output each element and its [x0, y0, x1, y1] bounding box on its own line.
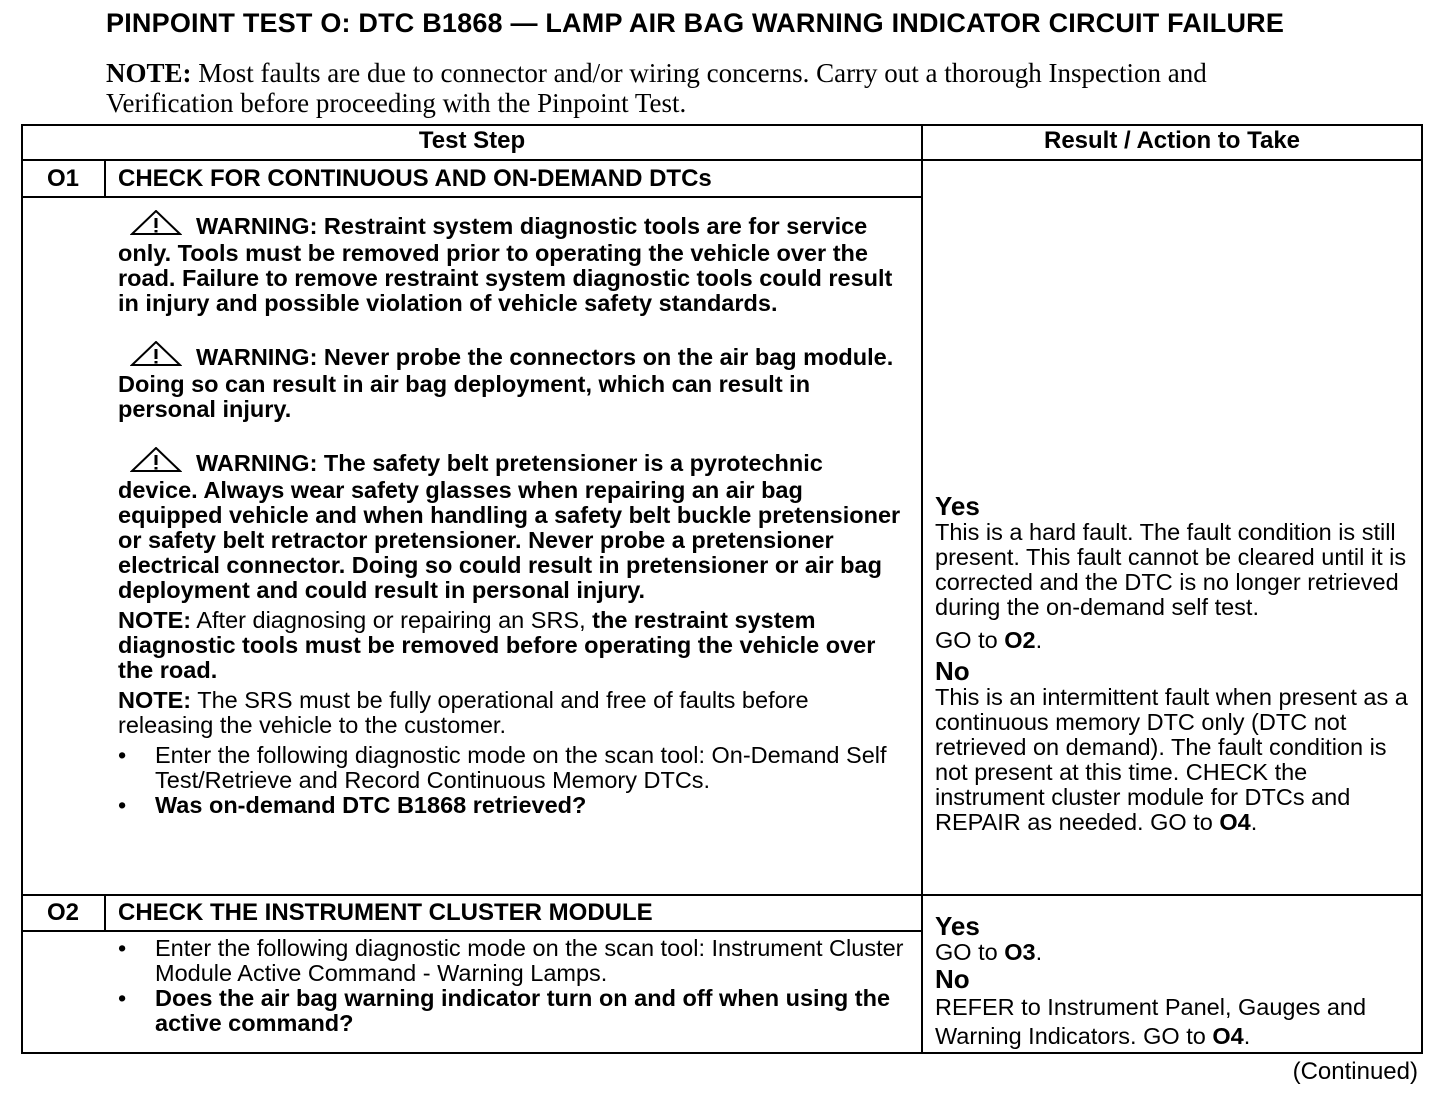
intro-note — [106, 58, 1256, 118]
go-to-target: O3 — [1004, 939, 1036, 965]
bullet-item — [118, 793, 908, 818]
note-label: NOTE: — [118, 607, 192, 633]
bullet-marker: • — [118, 742, 127, 768]
note-label: NOTE: — [118, 687, 192, 713]
warning-2-text: WARNING: Never probe the connectors on the air bag module. Doing so can result in air bag deployment, which can result in personal injury. — [118, 344, 894, 422]
bullet-item — [118, 936, 908, 986]
bullet-question: Was on-demand DTC B1868 retrieved? — [155, 792, 587, 818]
warning-triangle-icon — [130, 447, 182, 478]
period: . — [1035, 939, 1043, 965]
header-result: Result / Action to Take — [1043, 127, 1301, 154]
step-o2-title: CHECK THE INSTRUMENT CLUSTER MODULE — [118, 899, 653, 926]
note-text: The SRS must be fully operational and free of faults before releasing the vehicle to the customer. — [118, 687, 809, 738]
warning-3 — [118, 447, 908, 603]
o2-title-rule — [21, 930, 923, 932]
continued-label: (Continued) — [1292, 1058, 1418, 1085]
warning-1-text: WARNING: Restraint system diagnostic tools are for service only. Tools must be removed prior to operating the vehicle over the road. Failure to remove restraint system diagnostic tools could result in injury and possible violation of vehicle safety standards. — [118, 213, 893, 316]
o2-id-divider — [104, 894, 106, 932]
yes-label: Yes — [935, 491, 980, 521]
no-text: This is an intermittent fault when present as a continuous memory DTC only (DTC not retrieved on demand). The fault condition is not present at this time. CHECK the instrument cluster module for DTCs and REPAIR as needed. GO to — [935, 684, 1408, 835]
period: . — [1035, 627, 1043, 653]
bullet-marker: • — [118, 935, 127, 961]
step-o2-body — [118, 936, 908, 1036]
go-to-text: GO to — [935, 939, 1005, 965]
go-to-target: O4 — [1212, 1023, 1244, 1049]
bullet-text: Enter the following diagnostic mode on the scan tool: On-Demand Self Test/Retrieve and Record Continuous Memory DTCs. — [155, 742, 887, 793]
period: . — [1243, 1023, 1251, 1049]
go-to-target: O4 — [1219, 809, 1251, 835]
no-label: No — [935, 656, 970, 686]
o1-title-rule — [21, 196, 923, 198]
o2-row-rule — [21, 894, 1423, 896]
step-o2-result — [935, 912, 1419, 1051]
intro-note-text: Most faults are due to connector and/or wiring concerns. Carry out a thorough Inspection and Verification before proceeding with the Pinpoint Test. — [106, 58, 1207, 118]
page-title: PINPOINT TEST O: DTC B1868 — LAMP AIR BAG WARNING INDICATOR CIRCUIT FAILURE — [106, 8, 1285, 38]
note-text: After diagnosing or repairing an SRS, — [191, 607, 593, 633]
no-text-block — [935, 993, 1419, 1051]
go-to-text: GO to — [935, 627, 1005, 653]
step-o1-id: O1 — [46, 165, 79, 192]
note-bold-text: the restraint system diagnostic tools must be removed before operating the vehicle over the road. — [118, 607, 876, 683]
bullet-text: Enter the following diagnostic mode on the scan tool: Instrument Cluster Module Active Command - Warning Lamps. — [155, 935, 904, 986]
warning-3-text: WARNING: The safety belt pretensioner is a pyrotechnic device. Always wear safety glasses when repairing an air bag equipped vehicle and when handling a safety belt buckle pretensioner or safety belt retractor pretensioner. Never probe a pretensioner electrical connector. Doing so could result in pretensioner or air bag deployment and could result in personal injury. — [118, 450, 901, 603]
note-srs-tools — [118, 608, 908, 683]
yes-go-to — [935, 940, 1419, 965]
bullet-question: Does the air bag warning indicator turn on and off when using the active command? — [155, 985, 891, 1036]
warning-triangle-icon — [130, 210, 182, 241]
intro-note-label: NOTE: — [106, 58, 192, 88]
period: . — [1250, 809, 1258, 835]
column-divider — [921, 124, 923, 1054]
bullet-marker: • — [118, 792, 127, 818]
bullet-item — [118, 986, 908, 1036]
step-o1-result — [935, 492, 1419, 835]
o1-id-divider — [104, 159, 106, 198]
warning-1 — [118, 210, 908, 316]
header-test-step: Test Step — [418, 127, 526, 154]
no-text: REFER to Instrument Panel, Gauges and Warning Indicators. GO to — [935, 994, 1367, 1049]
no-label: No — [935, 964, 970, 994]
yes-label: Yes — [935, 911, 980, 941]
step-o1-body — [118, 210, 908, 818]
step-o2-id: O2 — [46, 899, 79, 926]
warning-2 — [118, 341, 908, 422]
no-text-block — [935, 685, 1419, 835]
warning-triangle-icon — [130, 341, 182, 372]
note-srs-operational — [118, 688, 908, 738]
go-to-target: O2 — [1004, 627, 1036, 653]
step-o1-title: CHECK FOR CONTINUOUS AND ON-DEMAND DTCs — [118, 165, 712, 192]
yes-go-to — [935, 628, 1419, 653]
header-rule — [21, 159, 1423, 161]
bullet-marker: • — [118, 985, 127, 1011]
yes-text: This is a hard fault. The fault condition is still present. This fault cannot be cleared until it is corrected and the DTC is no longer retrieved during the on-demand self test. — [935, 519, 1407, 620]
bullet-item — [118, 743, 908, 793]
